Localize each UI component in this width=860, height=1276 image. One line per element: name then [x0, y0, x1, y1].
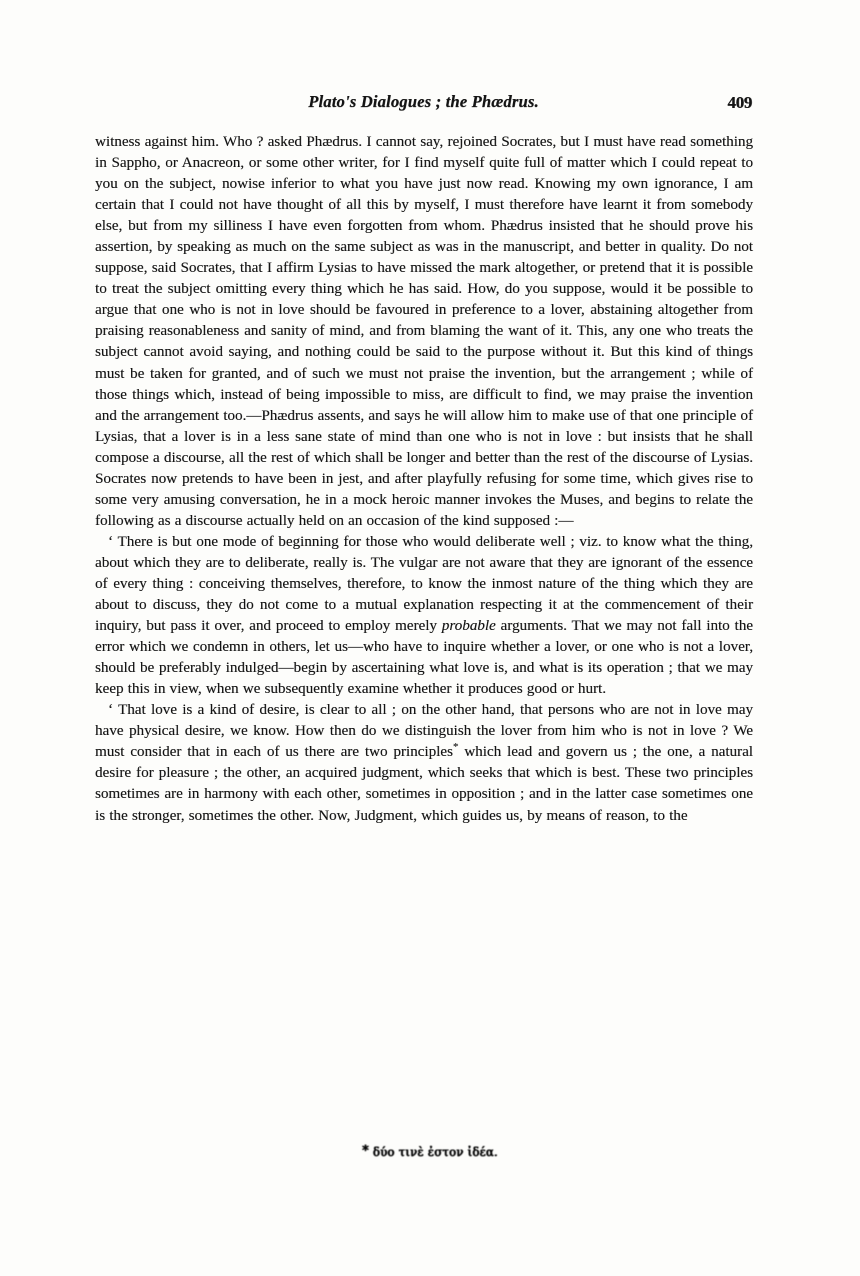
emphasised-text: probable — [441, 618, 496, 635]
paragraph: witness against him. Who ? asked Phædrus. I cannot say, rejoined Socrates, but I must have read something in Sappho, or Anacreon, or some other writer, for I find myself quite full of matter which I could repeat to you on the subject, nowise inferior to what you have just now read. Knowing my own ignorance, I am certain that I could not have thought of all this by myself, I must therefore have learnt it from somebody else, but from my silliness I have even forgotten from whom. Phædrus insisted that he should prove his assertion, by speaking as much on the same subject as was in the manuscript, and better in quality. Do not suppose, said Socrates, that I affirm Lysias to have missed the mark altogether, or pretend that it is possible to treat the subject omitting every thing which he has said. How, do you suppose, would it be possible to argue that one who is not in love should be favoured in preference to a lover, abstaining altogether from praising reasonableness and sanity of mind, and from blaming the want of it. This, any one who treats the subject cannot avoid saying, and nothing could be said to the purpose without it. But this kind of things must be taken for granted, and of such we must not praise the invention, but the arrangement ; while of those things which, instead of being impossible to miss, are difficult to find, we may praise the invention and the arrangement too.—Phædrus assents, and says he will allow him to make use of that one principle of Lysias, that a lover is in a less sane state of mind than one who is not in love : but insists that he shall compose a discourse, all the rest of which shall be longer and better than the rest of the discourse of Lysias. Socrates now pretends to have been in jest, and after playfully refusing for some time, which gives rise to some very amusing conversation, he in a mock heroic manner invokes the Muses, and begins to relate the following as a discourse actually held on an occasion of the kind supposed :— — [95, 134, 753, 529]
running-head-title: Plato's Dialogues ; the Phædrus. — [308, 92, 539, 111]
paragraph: ‘ That love is a kind of desire, is clear to all ; on the other hand, that persons who are not in love may have physical desire, we know. How then do we distinguish the lover from him who is not in love ? We must consider that in each of us there are two principles* which lead and govern us ; the one, a natural desire for pleasure ; the other, an acquired judgment, which seeks that which is best. These two principles sometimes are in harmony with each other, sometimes in opposition ; and in the latter case sometimes one is the stronger, sometimes the other. Now, Judgment, which guides us, by means of reason, to the — [95, 702, 753, 824]
footnote — [0, 1143, 860, 1161]
footnote-content — [362, 1144, 498, 1160]
page-number: 409 — [727, 93, 752, 112]
footnote-greek-text: δύο τινὲ ἐστον ἰδέα. — [372, 1144, 498, 1160]
running-head — [95, 92, 752, 118]
body-text-block — [95, 132, 753, 827]
footnote-reference-marker: * — [452, 741, 459, 754]
footnote-marker: * — [362, 1143, 369, 1160]
paragraph: ‘ There is but one mode of beginning for those who would deliberate well ; viz. to know what the thing, about which they are to deliberate, really is. The vulgar are not aware that they are ignorant of the essence of every thing : conceiving themselves, therefore, to know the inmost nature of the thing which they are about to discuss, they do not come to a mutual explanation respecting it at the commencement of their inquiry, but pass it over, and proceed to employ merely probable arguments. That we may not fall into the error which we condemn in others, let us—who have to inquire whether a lover, or one who is not a lover, should be preferably indulged—begin by ascertaining what love is, and what is its operation ; that we may keep this in view, when we subsequently examine whether it produces good or hurt. — [95, 533, 753, 698]
